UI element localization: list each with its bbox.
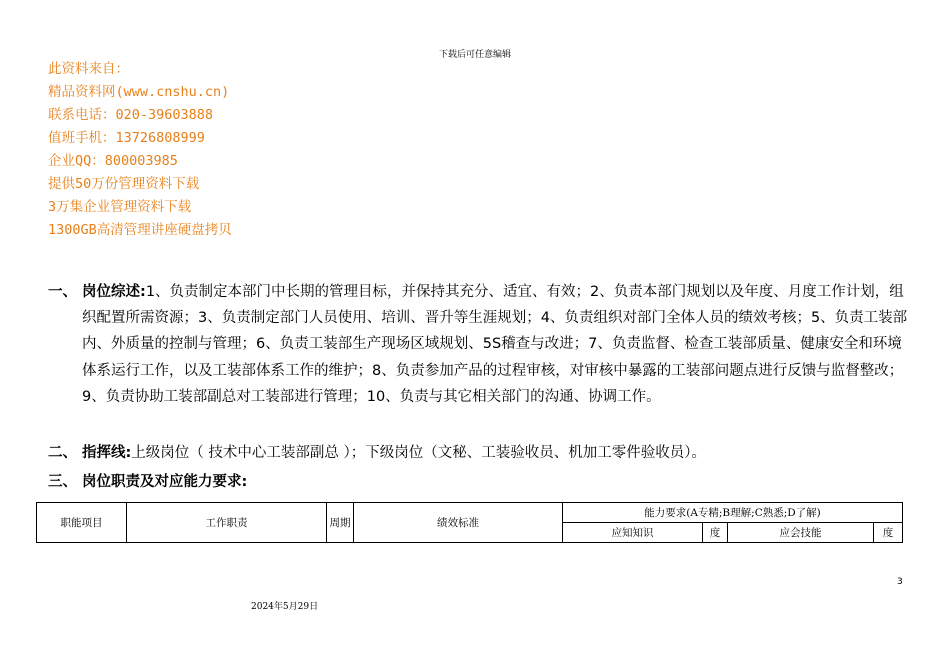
- promo-line: 联系电话：020-39603888: [48, 107, 214, 123]
- header-degree: 度: [874, 523, 903, 543]
- section-number: 一、: [48, 284, 77, 300]
- promo-line: 3万集企业管理资料下载: [48, 199, 192, 215]
- header-degree: 度: [703, 523, 728, 543]
- header-ability: 能力要求(A专精;B理解;C熟悉;D了解): [563, 503, 903, 523]
- section-colon: :: [241, 474, 248, 490]
- section-colon: :: [125, 445, 132, 461]
- section-title: 指挥线: [82, 445, 126, 461]
- duties-table: [36, 502, 903, 543]
- header-note: 下载后可任意编辑: [438, 50, 511, 60]
- header-kpi: 绩效标准: [354, 503, 563, 543]
- page-number: 3: [897, 577, 903, 587]
- promo-line: 企业QQ：800003985: [48, 153, 178, 169]
- promo-line: 提供50万份管理资料下载: [48, 176, 200, 192]
- header-item: 职能项目: [37, 503, 127, 543]
- promo-line: 值班手机：13726808999: [48, 130, 205, 146]
- header-skill: 应会技能: [728, 523, 874, 543]
- section-text: 1、负责制定本部门中长期的管理目标，并保持其充分、适宜、有效；2、负责本部门规划以及年度、月度工作计划，组织配置所需资源；3、负责制定部门人员使用、培训、晋升等生涯规划；4、负责组织对部门全体人员的绩效考核；5、负责工装部内、外质量的控制与管理；6、负责工装部生产现场区域规划、5S稽查与改进；7、负责监督、检查工装部质量、健康安全和环境体系运行工作，以及工装部体系工作的维护；8、负责参加产品的过程审核，对审核中暴露的工装部问题点进行反馈与监督整改；9、负责协助工装部副总对工装部进行管理；10、负责与其它相关部门的沟通、协调工作。: [82, 284, 908, 405]
- section-title: 岗位综述: [82, 284, 140, 300]
- section-colon: :: [140, 284, 146, 300]
- section-text: 上级岗位（ 技术中心工装部副总 ）；下级岗位（文秘、工装验收员、机加工零件验收员）。: [131, 445, 707, 461]
- section-command-line: [48, 440, 908, 466]
- promo-block: [48, 58, 232, 242]
- section-duties-heading: [48, 469, 908, 495]
- promo-line: 此资料来自：: [48, 61, 129, 77]
- header-duty: 工作职责: [127, 503, 327, 543]
- section-title: 岗位职责及对应能力要求: [82, 474, 242, 490]
- promo-line: 精品资料网(www.cnshu.cn): [48, 84, 230, 100]
- header-knowledge: 应知知识: [563, 523, 703, 543]
- promo-line: 1300GB高清管理讲座硬盘拷贝: [48, 222, 232, 238]
- footer-date: 2024年5月29日: [251, 602, 319, 612]
- section-number: 三、: [48, 474, 77, 490]
- section-job-overview: [48, 279, 908, 410]
- header-cycle: 周期: [327, 503, 354, 543]
- section-number: 二、: [48, 445, 77, 461]
